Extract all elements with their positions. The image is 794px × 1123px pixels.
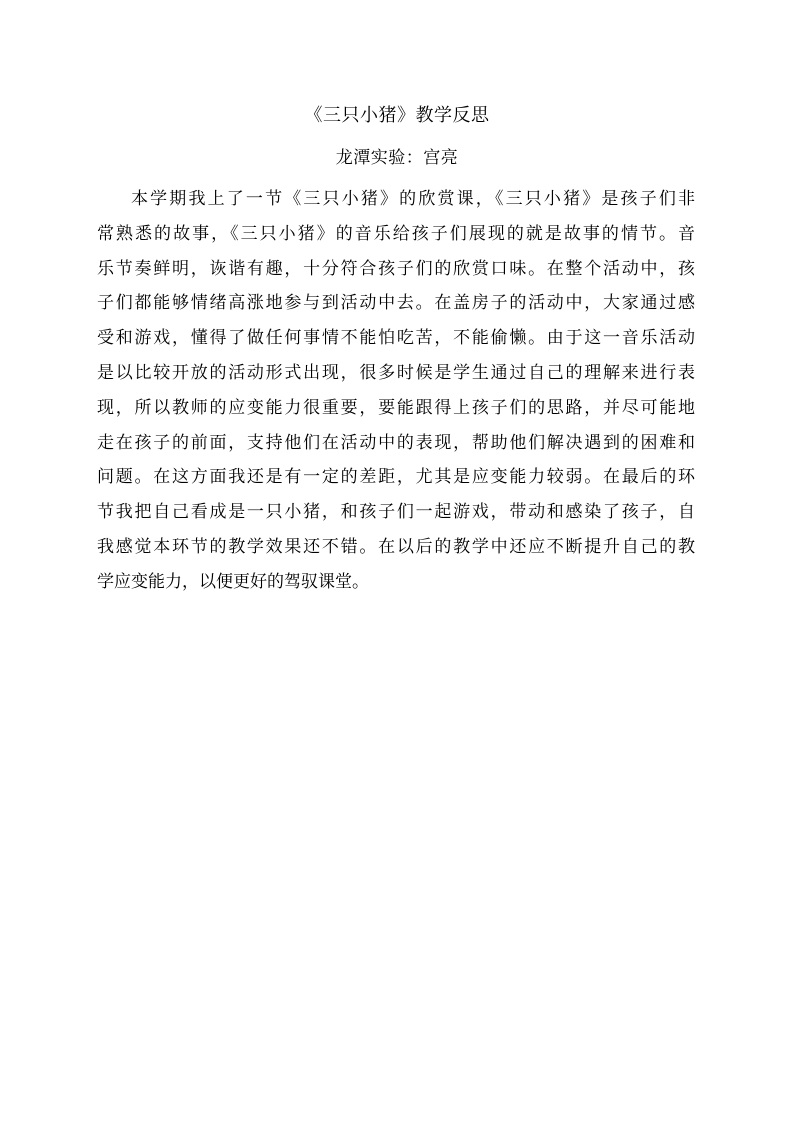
body-line: 学应变能力，以便更好的驾驭课堂。 [97, 571, 369, 592]
body-line: 现，所以教师的应变能力很重要，要能跟得上孩子们的思路，并尽可能地 [97, 397, 695, 418]
body-line: 受和游戏，懂得了做任何事情不能怕吃苦，不能偷懒。由于这一音乐活动 [97, 328, 695, 349]
document-author: 龙潭实验：宫亮 [335, 148, 459, 168]
body-line: 常熟悉的故事，《三只小猪》的音乐给孩子们展现的就是故事的情节。音 [97, 223, 695, 244]
body-line: 子们都能够情绪高涨地参与到活动中去。在盖房子的活动中，大家通过感 [97, 293, 695, 314]
body-line: 乐节奏鲜明，诙谐有趣，十分符合孩子们的欣赏口味。在整个活动中，孩 [97, 258, 695, 279]
body-paragraph [97, 182, 695, 600]
body-line: 走在孩子的前面，支持他们在活动中的表现，帮助他们解决遇到的困难和 [97, 432, 695, 453]
body-line: 本学期我上了一节《三只小猪》的欣赏课，《三只小猪》是孩子们非 [131, 189, 695, 209]
body-line: 我感觉本环节的教学效果还不错。在以后的教学中还应不断提升自己的教 [97, 536, 695, 557]
body-line: 问题。在这方面我还是有一定的差距，尤其是应变能力较弱。在最后的环 [97, 467, 695, 488]
body-line: 是以比较开放的活动形式出现，很多时候是学生通过自己的理解来进行表 [97, 362, 695, 383]
document-title: 《三只小猪》教学反思 [304, 105, 490, 126]
body-line: 节我把自己看成是一只小猪，和孩子们一起游戏，带动和感染了孩子，自 [97, 502, 695, 523]
